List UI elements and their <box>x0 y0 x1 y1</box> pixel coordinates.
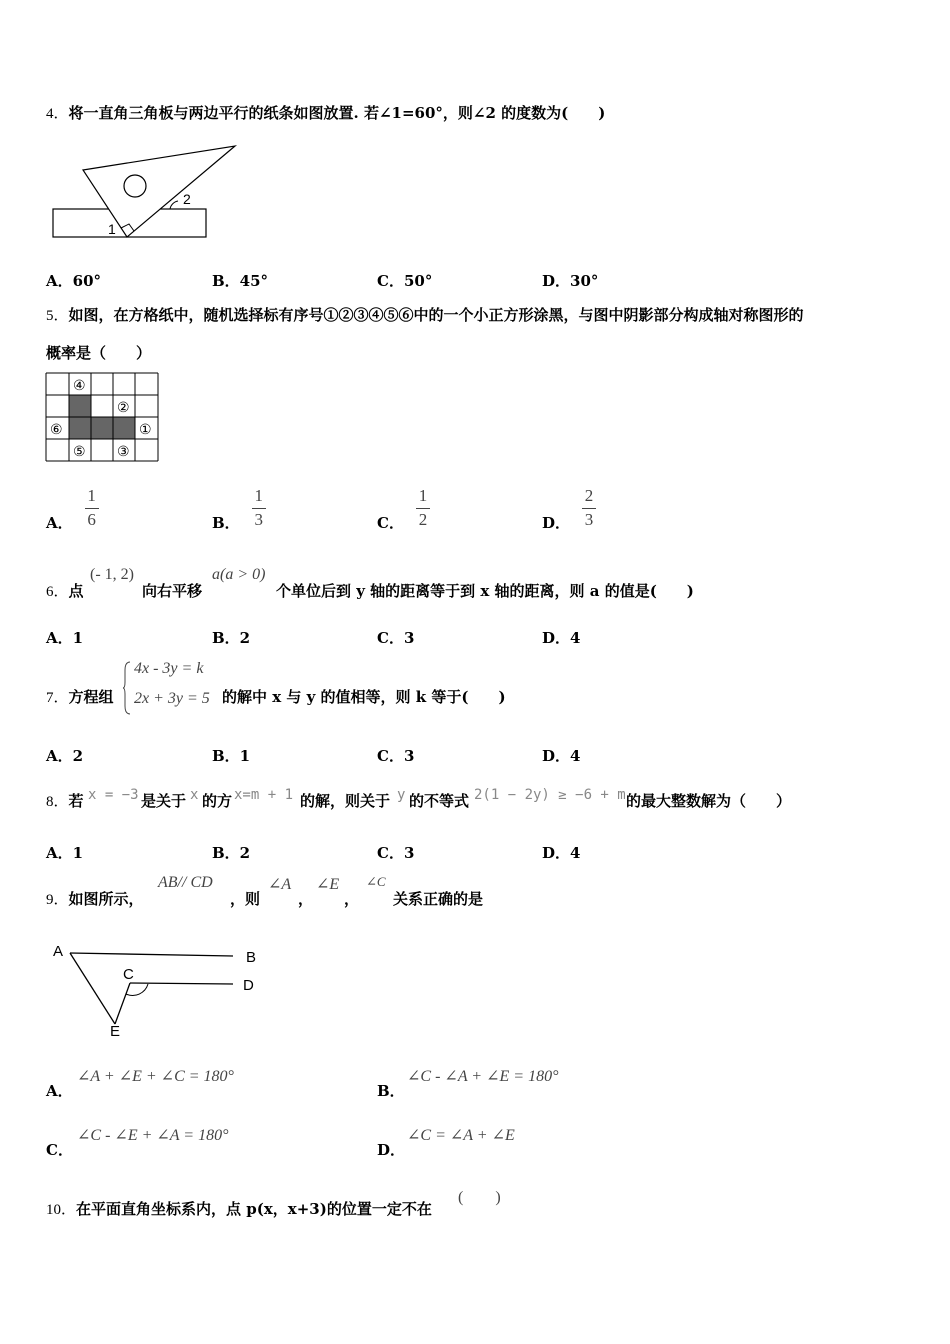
q8-math-2: x <box>190 787 199 803</box>
fraction <box>582 487 596 529</box>
q5-text-line1: 如图，在方格纸中，随机选择标有序号①②③④⑤⑥中的一个小正方形涂黑，与图中阴影部分构成轴对称图形的 <box>68 306 804 324</box>
q9-option-d-label[interactable]: D． <box>377 1141 406 1159</box>
q8-number: 8． <box>46 794 69 810</box>
fraction <box>85 487 99 529</box>
angle-1-label: 1 <box>108 221 116 237</box>
grid-lines <box>46 373 158 461</box>
q7-stem <box>46 686 114 707</box>
q4-number: 4． <box>46 106 69 122</box>
fraction <box>416 487 430 529</box>
q9-option-d-expr[interactable]: ∠C = ∠A + ∠E <box>407 1127 515 1144</box>
q6-stem <box>46 580 84 601</box>
q9-text-1: ，则 <box>230 890 261 908</box>
q9-option-a-expr[interactable]: ∠A + ∠E + ∠C = 180° <box>77 1068 234 1085</box>
q10-text: 在平面直角坐标系内，点 p(x，x+3)的位置一定不在 <box>76 1200 432 1218</box>
q8-text-6: 的最大整数解为（ ） <box>626 792 792 810</box>
q6-number: 6． <box>46 584 69 600</box>
q8-math-3: x=m + 1 <box>234 787 294 803</box>
q9-option-a-label[interactable]: A． <box>46 1082 73 1100</box>
q9-angle-a: ∠A <box>268 876 292 893</box>
q7-option-a[interactable]: A．2 <box>46 747 84 765</box>
cell-label-4: ④ <box>73 377 86 393</box>
q6-shift: a(a > 0) <box>212 566 266 583</box>
q8-option-c[interactable]: C．3 <box>377 844 415 862</box>
line-ab <box>70 953 233 956</box>
q9-option-c-label[interactable]: C． <box>46 1141 73 1159</box>
q9-option-b-label[interactable]: B． <box>377 1082 405 1100</box>
q9-text-3: ， <box>344 890 360 908</box>
numerator: 1 <box>418 486 428 506</box>
q6-point: (- 1, 2) <box>90 566 134 583</box>
q9-text-post: 关系正确的是 <box>393 890 484 908</box>
cell-label-1: ① <box>139 421 152 437</box>
segment-ae <box>70 953 115 1024</box>
shaded-cell <box>113 417 135 439</box>
q5-option-b[interactable] <box>212 484 266 533</box>
point-label-c: C <box>123 966 134 983</box>
q4-option-d[interactable]: D．30° <box>542 272 599 290</box>
q9-figure <box>48 938 268 1038</box>
q10-stem <box>46 1198 432 1219</box>
shaded-cell <box>91 417 113 439</box>
option-label: B． <box>212 514 240 532</box>
shaded-cell <box>69 417 91 439</box>
q8-option-d[interactable]: D．4 <box>542 844 581 862</box>
shaded-cell <box>69 395 91 417</box>
q6-option-a[interactable]: A．1 <box>46 629 84 647</box>
option-label: D． <box>542 514 571 532</box>
q8-math-4: y <box>397 787 406 803</box>
q4-option-c[interactable]: C．50° <box>377 272 433 290</box>
q4-text: 将一直角三角板与两边平行的纸条如图放置. 若∠1=60°，则∠2 的度数为( ) <box>68 104 606 122</box>
point-label-b: B <box>246 949 257 966</box>
denominator: 6 <box>87 510 96 529</box>
q9-option-c-expr[interactable]: ∠C - ∠E + ∠A = 180° <box>77 1127 229 1144</box>
denominator: 3 <box>584 510 594 529</box>
q9-option-b-expr[interactable]: ∠C - ∠A + ∠E = 180° <box>407 1068 559 1085</box>
q4-option-b[interactable]: B．45° <box>212 272 269 290</box>
q10-answer-blank: ( ) <box>458 1189 501 1206</box>
q8-text-1: 若 <box>68 792 84 810</box>
denominator: 2 <box>418 510 428 529</box>
point-label-d: D <box>243 977 254 994</box>
option-label: A． <box>46 514 73 532</box>
fraction <box>252 487 266 529</box>
angle-2-arc <box>170 201 178 209</box>
q10-number: 10． <box>46 1202 77 1218</box>
set-square <box>83 146 235 237</box>
segment-ec <box>115 983 130 1024</box>
q4-figure <box>50 142 245 242</box>
q9-text-2: ， <box>298 890 314 908</box>
q6-text-mid: 向右平移 <box>142 582 203 600</box>
cell-label-6: ⑥ <box>50 421 63 437</box>
line-cd <box>130 983 233 984</box>
point-label-e: E <box>110 1023 121 1038</box>
q5-grid-figure <box>45 372 161 464</box>
q7-text-pre: 方程组 <box>68 688 114 706</box>
cell-label-3: ③ <box>117 443 130 459</box>
q4-stem <box>46 102 605 123</box>
q8-math-5: 2(1 − 2y) ≥ −6 + m <box>474 787 626 803</box>
q9-math-parallel: AB// CD <box>158 874 213 891</box>
q8-text-4: 的解，则关于 <box>300 792 391 810</box>
q9-angle-c: ∠C <box>366 874 386 889</box>
q8-math-1: x = −3 <box>88 787 139 803</box>
numerator: 2 <box>584 486 594 506</box>
numerator: 1 <box>254 486 263 506</box>
q4-option-a[interactable]: A．60° <box>46 272 102 290</box>
q5-stem-line1 <box>46 304 804 325</box>
q6-option-d[interactable]: D．4 <box>542 629 581 647</box>
angle-2-label: 2 <box>183 191 191 207</box>
q8-option-b[interactable]: B．2 <box>212 844 251 862</box>
q6-text-pre: 点 <box>68 582 84 600</box>
q9-number: 9． <box>46 892 69 908</box>
q8-option-a[interactable]: A．1 <box>46 844 84 862</box>
q5-option-c[interactable] <box>377 484 430 533</box>
q5-option-a[interactable] <box>46 484 99 533</box>
q8-text-5: 的不等式 <box>409 792 470 810</box>
q7-option-c[interactable]: C．3 <box>377 747 415 765</box>
q5-stem-line2: 概率是（ ） <box>46 344 152 362</box>
q7-equation-1: 4x - 3y = k <box>134 660 204 677</box>
cell-label-2: ② <box>117 399 130 415</box>
q9-angle-e: ∠E <box>316 876 340 893</box>
q7-number: 7． <box>46 690 69 706</box>
cell-label-5: ⑤ <box>73 443 86 459</box>
q5-option-d[interactable] <box>542 484 596 533</box>
denominator: 3 <box>254 510 263 529</box>
numerator: 1 <box>87 486 96 506</box>
q8-text-2: 是关于 <box>141 792 187 810</box>
q7-option-b[interactable]: B．1 <box>212 747 251 765</box>
option-label: C． <box>377 514 404 532</box>
q9-stem <box>46 888 144 909</box>
q6-option-b[interactable]: B．2 <box>212 629 251 647</box>
q7-text-post: 的解中 x 与 y 的值相等，则 k 等于( ) <box>222 688 506 706</box>
point-label-a: A <box>53 943 64 960</box>
q7-equation-2: 2x + 3y = 5 <box>134 690 210 707</box>
q7-option-d[interactable]: D．4 <box>542 747 581 765</box>
q6-option-c[interactable]: C．3 <box>377 629 415 647</box>
q9-text-pre: 如图所示， <box>68 890 144 908</box>
q8-stem <box>46 790 84 811</box>
brace-icon <box>122 660 132 716</box>
q6-text-post: 个单位后到 y 轴的距离等于到 x 轴的距离，则 a 的值是( ) <box>276 582 694 600</box>
q8-text-3: 的方 <box>202 792 233 810</box>
q5-number: 5． <box>46 308 69 324</box>
